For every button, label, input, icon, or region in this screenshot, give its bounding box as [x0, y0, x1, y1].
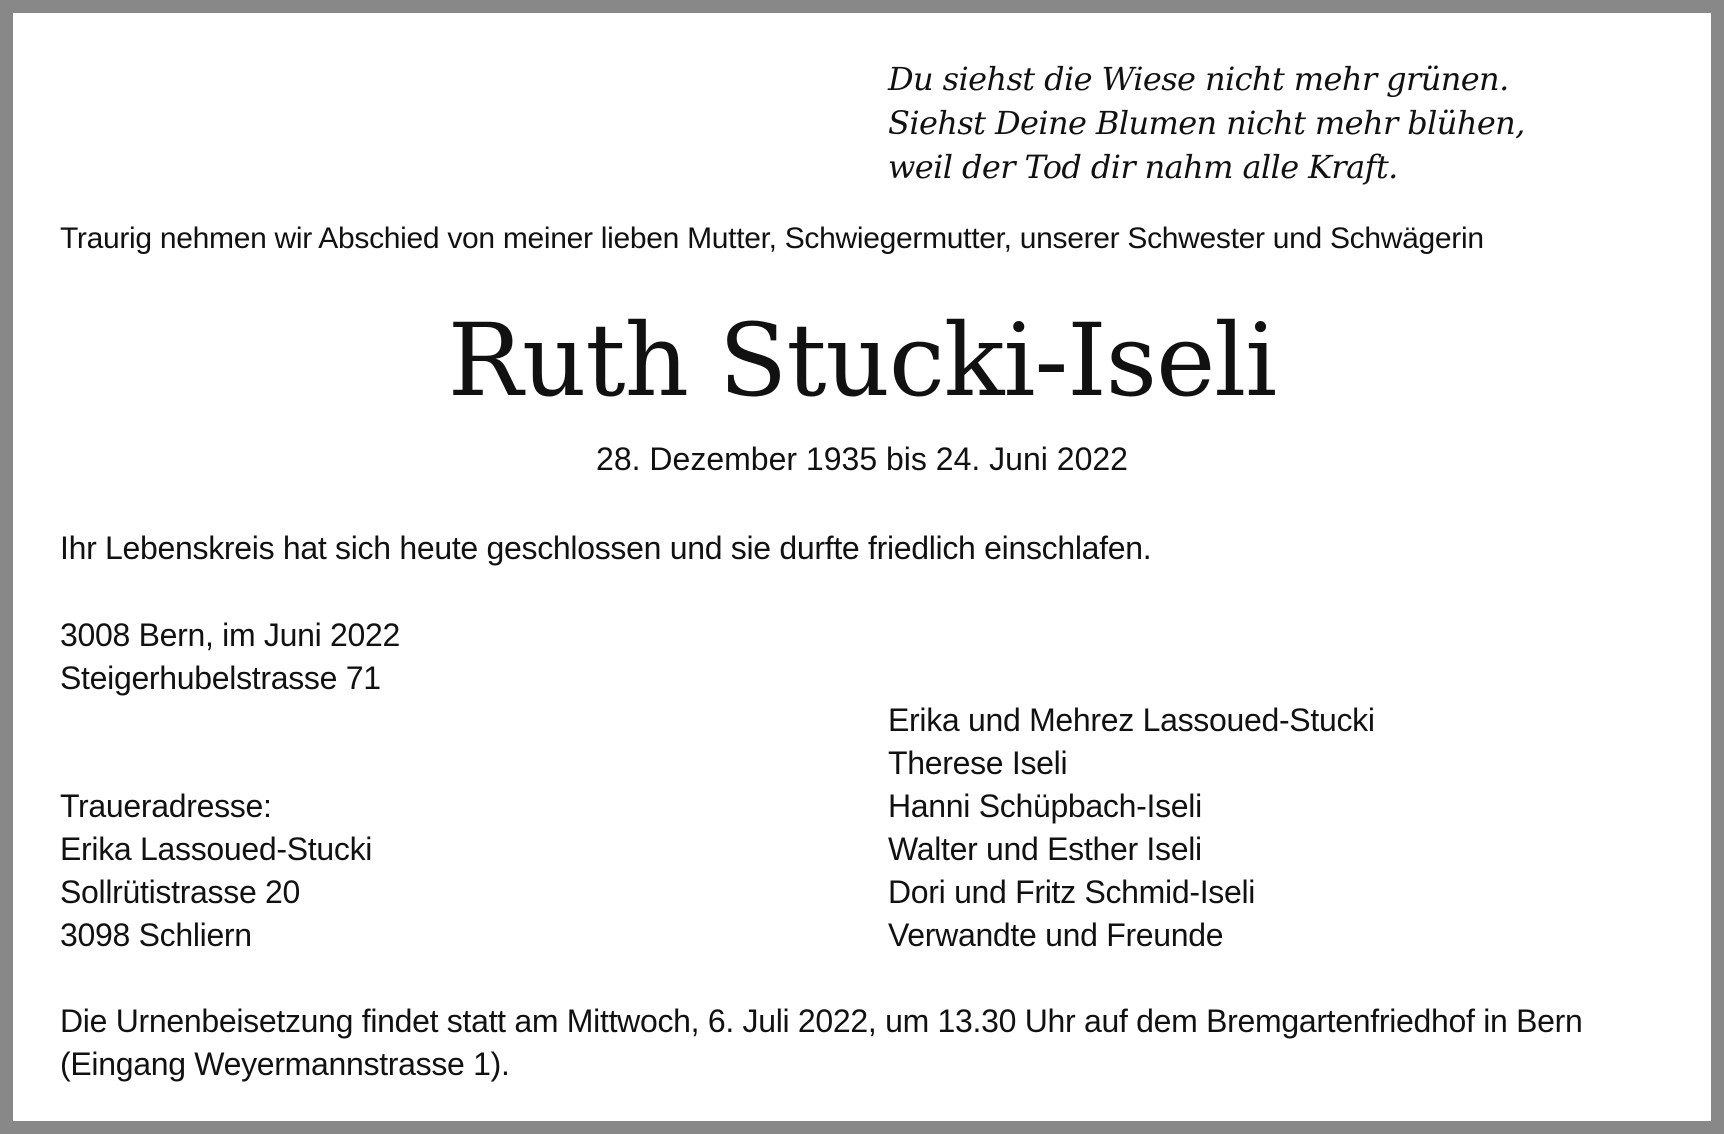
farewell-line: Ihr Lebenskreis hat sich heute geschlossen und sie durfte friedlich einschlafen.	[60, 530, 1152, 566]
intro-text: Traurig nehmen wir Abschied von meiner lieben Mutter, Schwiegermutter, unserer Schwester und Schwägerin	[60, 222, 1484, 255]
farewell-text	[60, 527, 1151, 570]
poem-line: Du siehst die Wiese nicht mehr grünen.	[888, 60, 1509, 98]
place-line: 3008 Bern, im Juni 2022	[60, 617, 400, 653]
relatives-list	[888, 699, 1375, 957]
obituary-notice	[13, 13, 1711, 1121]
mourning-address	[60, 785, 372, 957]
relative-name: Walter und Esther Iseli	[888, 831, 1202, 867]
burial-line: Die Urnenbeisetzung findet statt am Mittwoch, 6. Juli 2022, um 13.30 Uhr auf dem Bremgartenfriedhof in Bern	[60, 1003, 1583, 1039]
relative-name: Verwandte und Freunde	[888, 917, 1224, 953]
mourning-address-line: Sollrütistrasse 20	[60, 874, 301, 910]
burial-notice	[60, 1000, 1582, 1086]
deceased-name: Ruth Stucki-Iseli	[447, 302, 1277, 419]
mourning-address-line: 3098 Schliern	[60, 917, 252, 953]
poem	[888, 57, 1525, 189]
relative-name: Dori und Fritz Schmid-Iseli	[888, 874, 1256, 910]
relative-name: Therese Iseli	[888, 745, 1068, 781]
mourning-address-label: Traueradresse:	[60, 788, 272, 824]
relative-name: Erika und Mehrez Lassoued-Stucki	[888, 702, 1375, 738]
mourning-address-line: Erika Lassoued-Stucki	[60, 831, 373, 867]
life-dates: 28. Dezember 1935 bis 24. Juni 2022	[596, 441, 1128, 477]
address-line: Steigerhubelstrasse 71	[60, 660, 381, 696]
poem-line: weil der Tod dir nahm alle Kraft.	[888, 148, 1398, 186]
burial-line: (Eingang Weyermannstrasse 1).	[60, 1046, 510, 1082]
poem-line: Siehst Deine Blumen nicht mehr blühen,	[888, 104, 1525, 142]
relative-name: Hanni Schüpbach-Iseli	[888, 788, 1202, 824]
place-and-date	[60, 614, 400, 700]
